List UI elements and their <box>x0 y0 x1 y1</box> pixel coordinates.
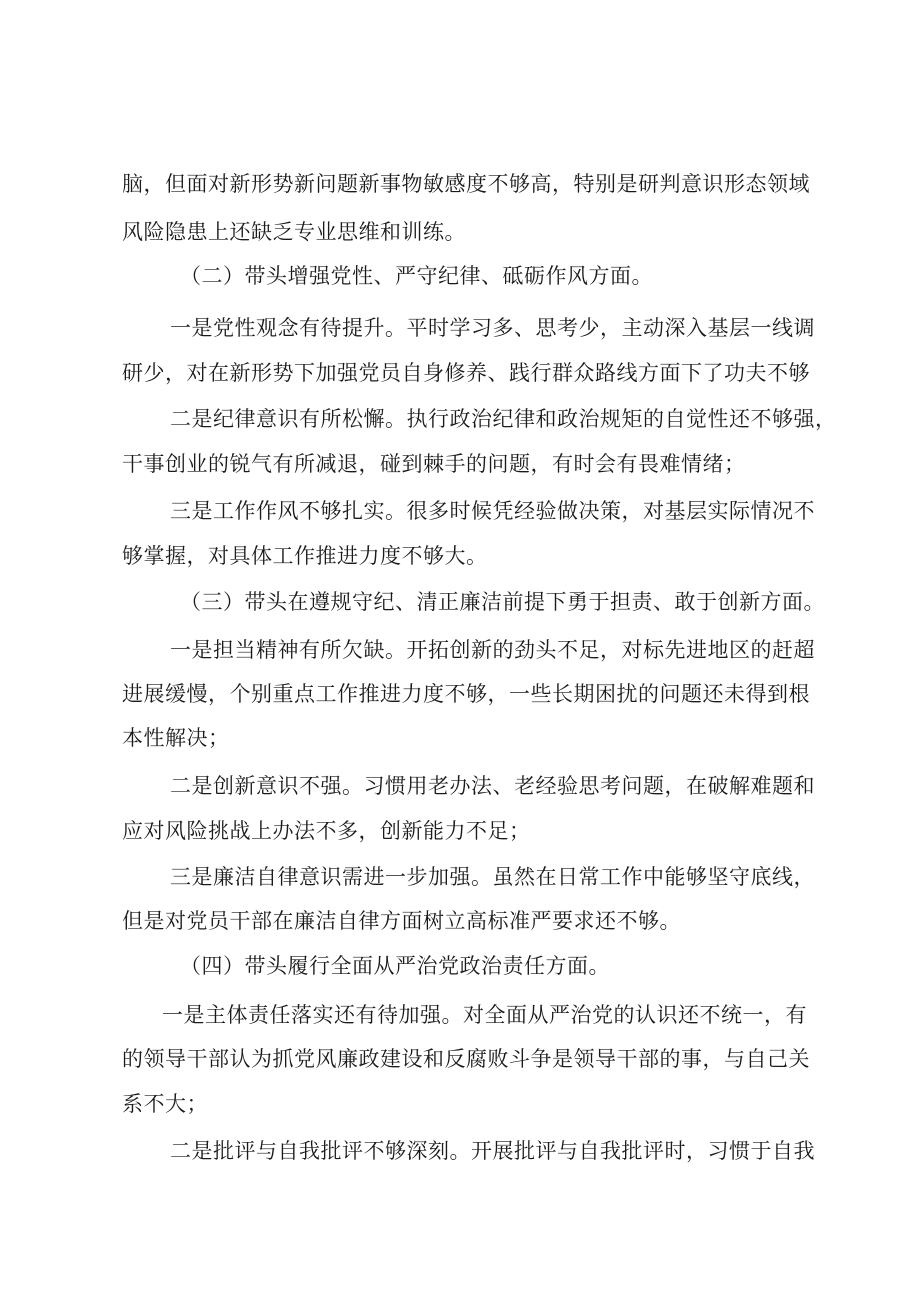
text-line: 风险隐患上还缺乏专业思维和训练。 <box>122 220 466 244</box>
text-line: 应对风险挑战上办法不多，创新能力不足； <box>122 819 531 843</box>
text-line: 二是纪律意识有所松懈。执行政治纪律和政治规矩的自觉性还不够强， <box>170 407 837 431</box>
text-line: 的领导干部认为抓党风廉政建设和反腐败斗争是领导干部的事，与自己关 <box>122 1047 810 1071</box>
text-line: 三是廉洁自律意识需进一步加强。虽然在日常工作中能够坚守底线， <box>170 865 815 889</box>
text-line: 但是对党员干部在廉洁自律方面树立高标准严要求还不够。 <box>122 909 681 933</box>
text-line: 一是担当精神有所欠缺。开拓创新的劲头不足，对标先进地区的赶超 <box>170 638 815 662</box>
text-line: 一是党性观念有待提升。平时学习多、思考少，主动深入基层一线调 <box>170 316 815 340</box>
text-line: 二是创新意识不强。习惯用老办法、老经验思考问题，在破解难题和 <box>170 774 815 798</box>
section-heading: （三）带头在遵规守纪、清正廉洁前提下勇于担责、敢于创新方面。 <box>180 590 825 614</box>
text-line: 一是主体责任落实还有待加强。对全面从严治党的认识还不统一，有 <box>162 1003 807 1027</box>
section-heading: （二）带头增强党性、严守纪律、砥砺作风方面。 <box>180 264 653 288</box>
text-line: 干事创业的锐气有所减退，碰到棘手的问题，有时会有畏难情绪； <box>122 452 746 476</box>
text-line: 系不大； <box>122 1092 208 1116</box>
text-line: 二是批评与自我批评不够深刻。开展批评与自我批评时，习惯于自我 <box>170 1139 815 1163</box>
text-line: 本性解决； <box>122 726 230 750</box>
text-line: 研少，对在新形势下加强党员自身修养、践行群众路线方面下了功夫不够 <box>122 361 810 385</box>
section-heading: （四）带头履行全面从严治党政治责任方面。 <box>180 954 610 978</box>
text-line: 脑，但面对新形势新问题新事物敏感度不够高，特别是研判意识形态领域 <box>122 172 810 196</box>
text-line: 够掌握，对具体工作推进力度不够大。 <box>122 544 488 568</box>
text-line: 三是工作作风不够扎实。很多时候凭经验做决策，对基层实际情况不 <box>170 499 815 523</box>
text-line: 进展缓慢，个别重点工作推进力度不够，一些长期困扰的问题还未得到根 <box>122 682 810 706</box>
